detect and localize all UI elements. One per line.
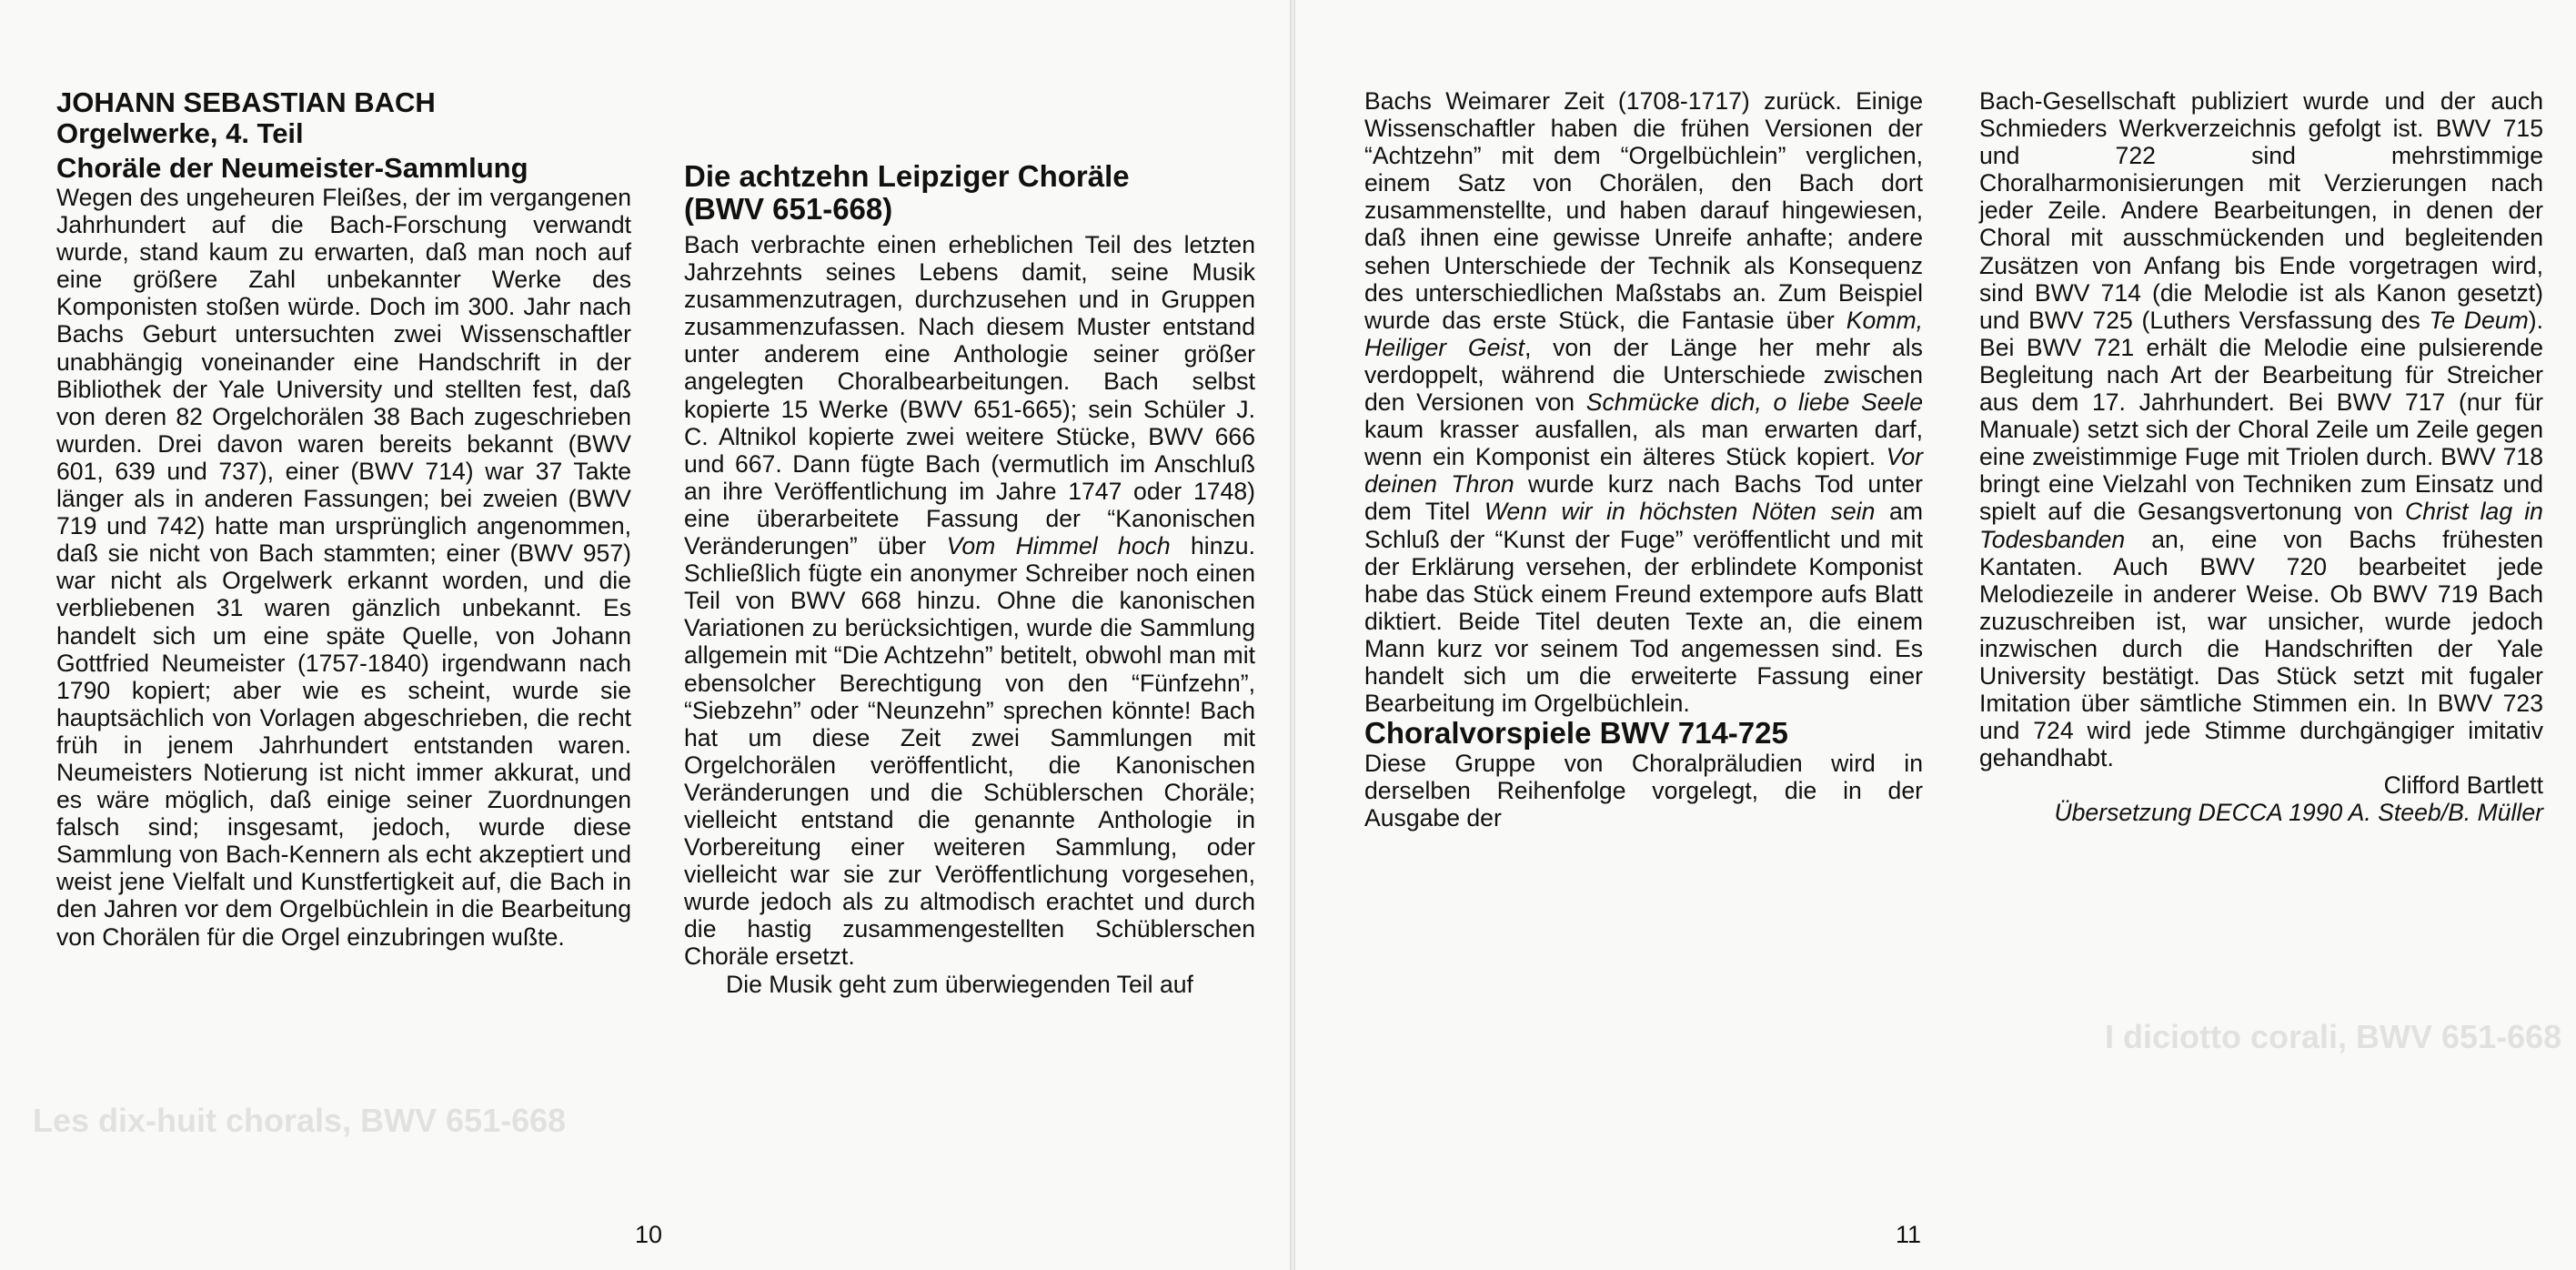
title-vor-deinen-thron: Vor deinen Thron [1364,443,1923,499]
title-christ-lag-in-todesbanden: Christ lag in Todesbanden [1979,498,2543,553]
page-number-right: 11 [1896,1221,1922,1248]
title-wenn-wir-in-hoechsten-noeten: Wenn wir in höchsten Nöten sein [1484,498,1876,526]
show-through-left-heading: Les dix-huit chorals, BWV 651-668 [33,1102,567,1139]
title-te-deum: Te Deum [2429,306,2529,334]
composer-heading: JOHANN SEBASTIAN BACH [56,86,436,118]
section-heading-neumeister: Choräle der Neumeister-Sammlung [56,152,528,184]
section-heading-choralvorspiele: Choralvorspiele BWV 714-725 [1364,716,1788,751]
leipzig-paragraph: Bach verbrachte einen erheblichen Teil des letzten Jahrzehnts seines Lebens damit, seine Musik zusammenzutragen, durchzusehen und in Gruppen zusammenzufassen. Nach diesem Muster entstand unter anderem eine Anthologie seiner größer angelegten Choralbearbeitungen. Bach selbst kopierte 15 Werke (BWV 651-665); sein Schüler J. C. Altnikol kopierte zwei weitere Stücke, BWV 666 und 667. Dann fügte Bach (vermutlich im Anschluß an ihre Veröffentlichung im Jahre 1747 oder 1748) eine überarbeitete Fassung der “Kanonischen Veränderungen” über Vom Himmel hoch hinzu. Schließlich fügte ein anonymer Schreiber noch einen Teil von BWV 668 hinzu. Ohne die kanonischen Variationen zu berücksichtigen, wurde die Sammlung allgemein mit “Die Achtzehn” betitelt, obwohl man mit ebensolcher Berechtigung von den “Fünfzehn”, “Siebzehn” oder “Neunzehn” sprechen könnte! Bach hat um diese Zeit zwei Sammlungen mit Orgelchorälen veröffentlicht, die Kanonischen Veränderungen und die Schüblerschen Choräle; vielleicht entstand die genannte Anthologie in Vorbereitung einer weiteren Sammlung, oder vielleicht war sie zur Veröffentlichung vorgesehen, wurde jedoch als zu altmodisch erachtet und durch die hastig zusammengestellten Schüblerschen Choräle ersetzt. [684,231,1255,971]
leipzig-heading-line1: Die achtzehn Leipziger Choräle [684,159,1130,193]
author-credit: Clifford Bartlett [2383,771,2543,800]
left-column-2 [684,160,1255,998]
title-schmuecke-dich: Schmücke dich, o liebe Seele [1585,388,1923,417]
translation-credit: Übersetzung DECCA 1990 A. Steeb/B. Müller [2054,799,2543,827]
right-column-2 [1979,87,2543,827]
right-page [1295,0,2576,1270]
section-heading-leipzig [684,160,1255,226]
volume-heading: Orgelwerke, 4. Teil [56,117,304,149]
weimar-paragraph: Bachs Weimarer Zeit (1708-1717) zurück. Einige Wissenschaftler haben die frühen Versionen der “Achtzehn” mit dem “Orgelbüchlein” verglichen, einem Satz von Chorälen, den Bach dort zusammenstellte, und haben darauf hingewiesen, daß ihnen eine gewisse Unreife anhafte; andere sehen Unterschiede der Technik als Konsequenz des unterschiedlichen Maßstabs an. Zum Beispiel wurde das erste Stück, die Fantasie über Komm, Heiliger Geist, von der Länge her mehr als verdoppelt, während die Unterschiede zwischen den Versionen von Schmücke dich, o liebe Seele kaum krasser ausfallen, als man erwarten darf, wenn ein Komponist ein älteres Stück kopiert. Vor deinen Thron wurde kurz nach Bachs Tod unter dem Titel Wenn wir in höchsten Nöten sein am Schluß der “Kunst der Fuge” veröffentlicht und mit der Erklärung versehen, der erblindete Komponist habe das Stück einem Freund extempore aufs Blatt diktiert. Beide Titel deuten Texte an, die einem Mann kurz vor seinem Tod angemessen sind. Es handelt sich um die erweiterte Fassung einer Bearbeitung im Orgelbüchlein. [1364,87,1924,718]
page-number-left: 10 [635,1221,663,1248]
bwv-paragraph: Bach-Gesellschaft publiziert wurde und der auch Schmieders Werkverzeichnis gefolgt ist. BWV 715 und 722 sind mehrstimmige Choralharmonisierungen mit Verzierungen nach jeder Zeile. Andere Bearbeitungen, in denen der Choral mit ausschmückenden und begleitenden Zusätzen von Anfang bis Ende vorgetragen wird, sind BWV 714 (die Melodie ist als Kanon gesetzt) und BWV 725 (Luthers Versfassung des Te Deum). Bei BWV 721 erhält die Melodie eine pulsierende Begleitung nach Art der Bearbeitung für Streicher aus dem 17. Jahrhundert. Bei BWV 717 (nur für Manuale) setzt sich der Choral Zeile um Zeile gegen eine zweistimmige Fuge mit Triolen durch. BWV 718 bringt eine Vielzahl von Techniken zum Einsatz und spielt auf die Gesangsvertonung von Christ lag in Todesbanden an, eine von Bachs frühesten Kantaten. Auch BWV 720 bearbeitet jede Melodiezeile in anderer Weise. Ob BWV 719 Bach zuzuschreiben ist, war unsicher, wurde jedoch inzwischen durch die Handschriften der Yale University bestätigt. Das Stück setzt mit fugaler Imitation über sämtliche Stimmen ein. In BWV 723 und 724 wird jede Stimme durchgängiger imitativ gehandhabt. [1979,87,2543,772]
leipzig-heading-line2: (BWV 651-668) [684,192,893,226]
title-vom-himmel-hoch: Vom Himmel hoch [946,532,1171,560]
left-column-1 [56,87,631,951]
show-through-right-heading: I diciotto corali, BWV 651-668 [2105,1018,2562,1055]
title-komm-heiliger-geist: Komm, Heiliger Geist [1364,306,1923,361]
neumeister-paragraph: Wegen des ungeheuren Fleißes, der im vergangenen Jahrhundert auf die Bach-Forschung verwandt wurde, stand kaum zu erwarten, daß man noch auf eine größere Zahl unbekannter Werke des Komponisten stoßen würde. Doch im 300. Jahr nach Bachs Geburt untersuchten zwei Wissenschaftler unabhängig voneinander eine Handschrift in der Bibliothek der Yale University und stellten fest, daß von deren 82 Orgelchorälen 38 Bach zugeschrieben wurden. Drei davon waren bereits bekannt (BWV 601, 639 und 737), einer (BWV 714) war 37 Takte länger als in anderen Fassungen; bei zweien (BWV 719 und 742) hatte man ursprünglich angenommen, daß sie nicht von Bach stammten; einer (BWV 957) war nicht als Orgelwerk erkannt worden, und die verbliebenen 31 waren gänzlich unbekannt. Es handelt sich um eine späte Quelle, von Johann Gottfried Neumeister (1757-1840) irgendwann nach 1790 kopiert; aber wie es scheint, wurde sie hauptsächlich von Vorlagen abgeschrieben, die recht früh in jenem Jahrhundert entstanden waren. Neumeisters Notierung ist nicht immer akkurat, und es wäre möglich, daß einige seiner Zuordnungen falsch sind; insgesamt, jedoch, wurde diese Sammlung von Bach-Kennern als echt akzeptiert und weist jene Vielfalt und Kunstfertigkeit auf, die Bach in den Jahren vor dem Orgelbüchlein in die Bearbeitung von Chorälen für die Orgel einzubringen wußte. [56,184,631,951]
choralvorspiele-paragraph: Diese Gruppe von Choralpräludien wird in derselben Reihenfolge vorgelegt, die in der Ausgabe der [1364,750,1923,832]
right-column-1 [1364,87,1923,832]
leipzig-paragraph-2: Die Musik geht zum überwiegenden Teil auf [726,970,1193,998]
